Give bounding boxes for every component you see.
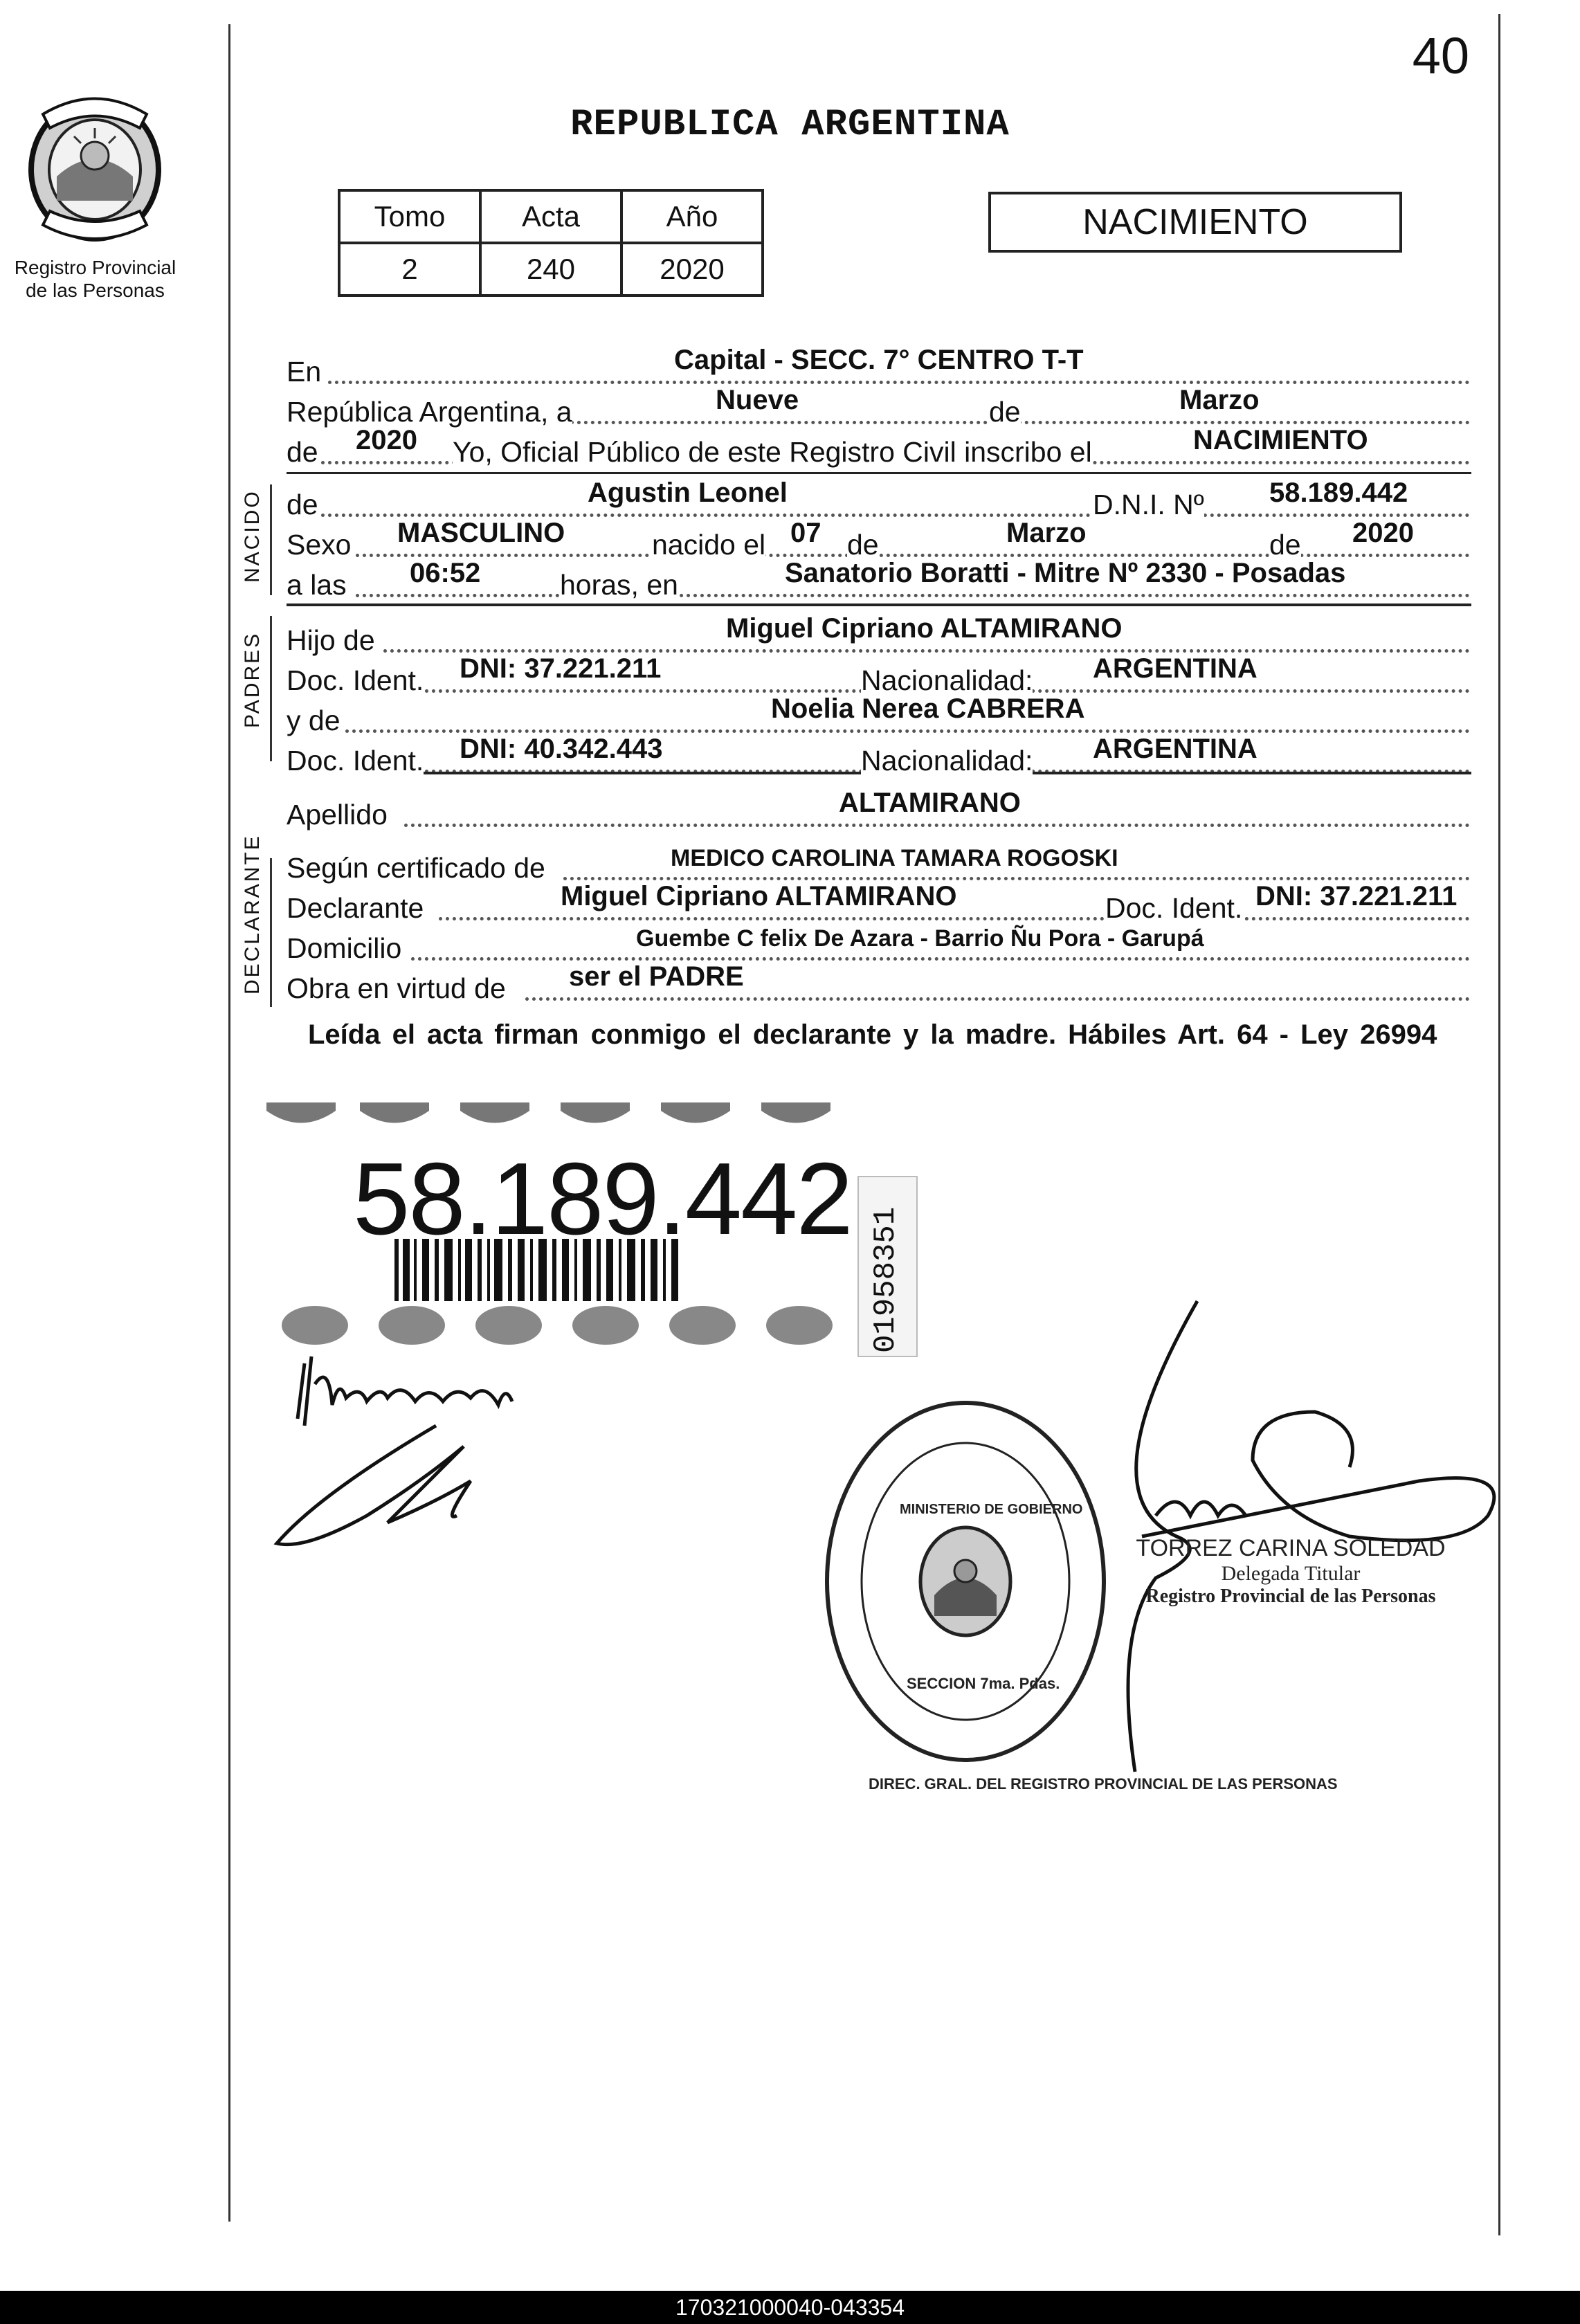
en-label: En — [287, 356, 322, 388]
registry-org-name — [0, 256, 190, 302]
cert-label: Según certificado de — [287, 852, 545, 884]
org-line-2: de las Personas — [26, 280, 165, 301]
row-domicilio — [287, 926, 1470, 966]
de-label: de — [989, 396, 1021, 428]
de-label-3: de — [1269, 529, 1301, 561]
birth-year-value: 2020 — [1352, 518, 1414, 548]
horas-label: horas, en — [560, 569, 678, 601]
dotted-line — [563, 877, 1470, 880]
padres-section-label: PADRES — [241, 631, 264, 728]
domicilio-value: Guembe C felix De Azara - Barrio Ñu Pora - Garupá — [636, 925, 1204, 952]
father-doc-value: DNI: 37.221.211 — [460, 653, 662, 684]
row-republica — [287, 385, 1470, 430]
closing-statement: Leída el acta firman conmigo el declarante y la madre. Hábiles Art. 64 - Ley 26994 — [308, 1019, 1437, 1050]
oficial-label: Yo, Oficial Público de este Registro Civil inscribo el — [453, 436, 1092, 468]
child-dni-value: 58.189.442 — [1269, 478, 1408, 508]
birth-day-value: 07 — [790, 518, 821, 548]
dotted-line — [345, 729, 1470, 733]
row-year — [287, 425, 1470, 470]
year-value: 2020 — [356, 425, 417, 455]
declarante-value: Miguel Cipriano ALTAMIRANO — [561, 881, 957, 911]
officer-name: TORREZ CARINA SOLEDAD — [1136, 1535, 1446, 1561]
registry-table — [338, 189, 764, 297]
domicilio-label: Domicilio — [287, 932, 402, 964]
child-name-value: Agustin Leonel — [588, 478, 788, 508]
divider — [287, 472, 1471, 474]
document-title: REPUBLICA ARGENTINA — [570, 104, 1010, 146]
nacionalidad-label-2: Nacionalidad: — [861, 745, 1033, 777]
act-type-box: NACIMIENTO — [988, 192, 1402, 253]
dotted-line — [383, 649, 1470, 653]
divider — [287, 603, 1471, 606]
nacido-label: nacido el — [652, 529, 766, 561]
declarante-doc-value: DNI: 37.221.211 — [1255, 881, 1458, 911]
declarant-signature — [263, 1343, 595, 1578]
dotted-line — [439, 917, 1470, 920]
org-line-1: Registro Provincial — [14, 257, 176, 278]
hijo-label: Hijo de — [287, 624, 375, 656]
anio-header: Año — [621, 190, 763, 243]
nacido-section-label: NACIDO — [241, 489, 264, 583]
obra-label: Obra en virtud de — [287, 972, 506, 1004]
apellido-value: ALTAMIRANO — [839, 788, 1021, 818]
page-number: 40 — [1412, 27, 1469, 84]
declarante-section-label: DECLARANTE — [241, 834, 264, 995]
seal-section-text: SECCION 7ma. Pdas. — [907, 1675, 1060, 1692]
row-sexo — [287, 518, 1470, 563]
dotted-line — [356, 554, 1470, 557]
seal-ring-text: DIREC. GRAL. DEL REGISTRO PROVINCIAL DE LAS PERSONAS — [869, 1775, 1338, 1792]
birth-month-value: Marzo — [1006, 518, 1087, 548]
nacido-bracket — [270, 484, 272, 595]
mother-doc-value: DNI: 40.342.443 — [460, 734, 663, 764]
dni-label: D.N.I. Nº — [1093, 489, 1204, 520]
apellido-label: Apellido — [287, 799, 388, 830]
acta-value: 240 — [480, 243, 621, 296]
alas-label: a las — [287, 569, 347, 601]
father-name-value: Miguel Cipriano ALTAMIRANO — [726, 613, 1123, 644]
declarante-label: Declarante — [287, 892, 424, 924]
officer-org: Registro Provincial de las Personas — [1145, 1586, 1436, 1607]
anio-value: 2020 — [621, 243, 763, 296]
sexo-value: MASCULINO — [397, 518, 565, 548]
tomo-value: 2 — [339, 243, 480, 296]
seal-inner-text: MINISTERIO DE GOBIERNO — [900, 1502, 1083, 1517]
father-nationality-value: ARGENTINA — [1093, 653, 1257, 684]
dotted-line — [356, 594, 1470, 597]
mother-name-value: Noelia Nerea CABRERA — [771, 693, 1085, 724]
official-round-seal — [820, 1395, 1111, 1768]
dotted-line — [525, 997, 1470, 1001]
right-margin-line — [1498, 14, 1500, 2235]
de-label: de — [287, 489, 318, 520]
de-label-2: de — [847, 529, 879, 561]
jurisdiction-value: Capital - SECC. 7° CENTRO T-T — [674, 345, 1084, 375]
row-father-doc — [287, 653, 1470, 698]
sexo-label: Sexo — [287, 529, 352, 561]
row-time — [287, 558, 1470, 603]
birth-time-value: 06:52 — [410, 558, 481, 588]
republica-label: República Argentina, a — [287, 396, 572, 428]
sticker-serial: 01958351 — [869, 1206, 903, 1353]
dotted-line — [411, 957, 1470, 961]
tomo-header: Tomo — [339, 190, 480, 243]
dotted-line — [321, 514, 1470, 517]
officer-role: Delegada Titular — [1221, 1562, 1361, 1585]
dotted-line — [404, 824, 1470, 827]
row-cert — [287, 846, 1470, 886]
row-en — [287, 345, 1470, 390]
row-apellido — [287, 788, 1470, 833]
obra-value: ser el PADRE — [569, 961, 744, 992]
left-margin-line — [228, 24, 230, 2222]
cert-value: MEDICO CAROLINA TAMARA ROGOSKI — [671, 845, 1118, 871]
day-value: Nueve — [716, 385, 799, 415]
footer-code: 170321000040-043354 — [0, 2291, 1580, 2324]
row-name — [287, 478, 1470, 523]
row-obra — [287, 961, 1470, 1006]
mother-nationality-value: ARGENTINA — [1093, 734, 1257, 764]
acta-header: Acta — [480, 190, 621, 243]
row-declarante — [287, 881, 1470, 926]
birth-place-value: Sanatorio Boratti - Mitre Nº 2330 - Posadas — [785, 558, 1346, 588]
officer-stamp — [1118, 1535, 1464, 1608]
yde-label: y de — [287, 705, 340, 736]
month-value: Marzo — [1179, 385, 1260, 415]
de-year-label: de — [287, 436, 318, 468]
sticker-dni-number: 58.189.442 — [353, 1142, 852, 1256]
padres-bracket — [270, 616, 272, 761]
row-father — [287, 613, 1470, 658]
row-mother — [287, 693, 1470, 738]
doc-ident-label: Doc. Ident. — [1105, 892, 1243, 924]
doc-label: Doc. Ident. — [287, 664, 424, 696]
doc-label-2: Doc. Ident. — [287, 745, 424, 777]
nacionalidad-label: Nacionalidad: — [861, 664, 1033, 696]
dotted-line — [328, 381, 1470, 384]
act-value: NACIMIENTO — [1193, 425, 1368, 455]
declarante-bracket — [270, 858, 272, 1007]
